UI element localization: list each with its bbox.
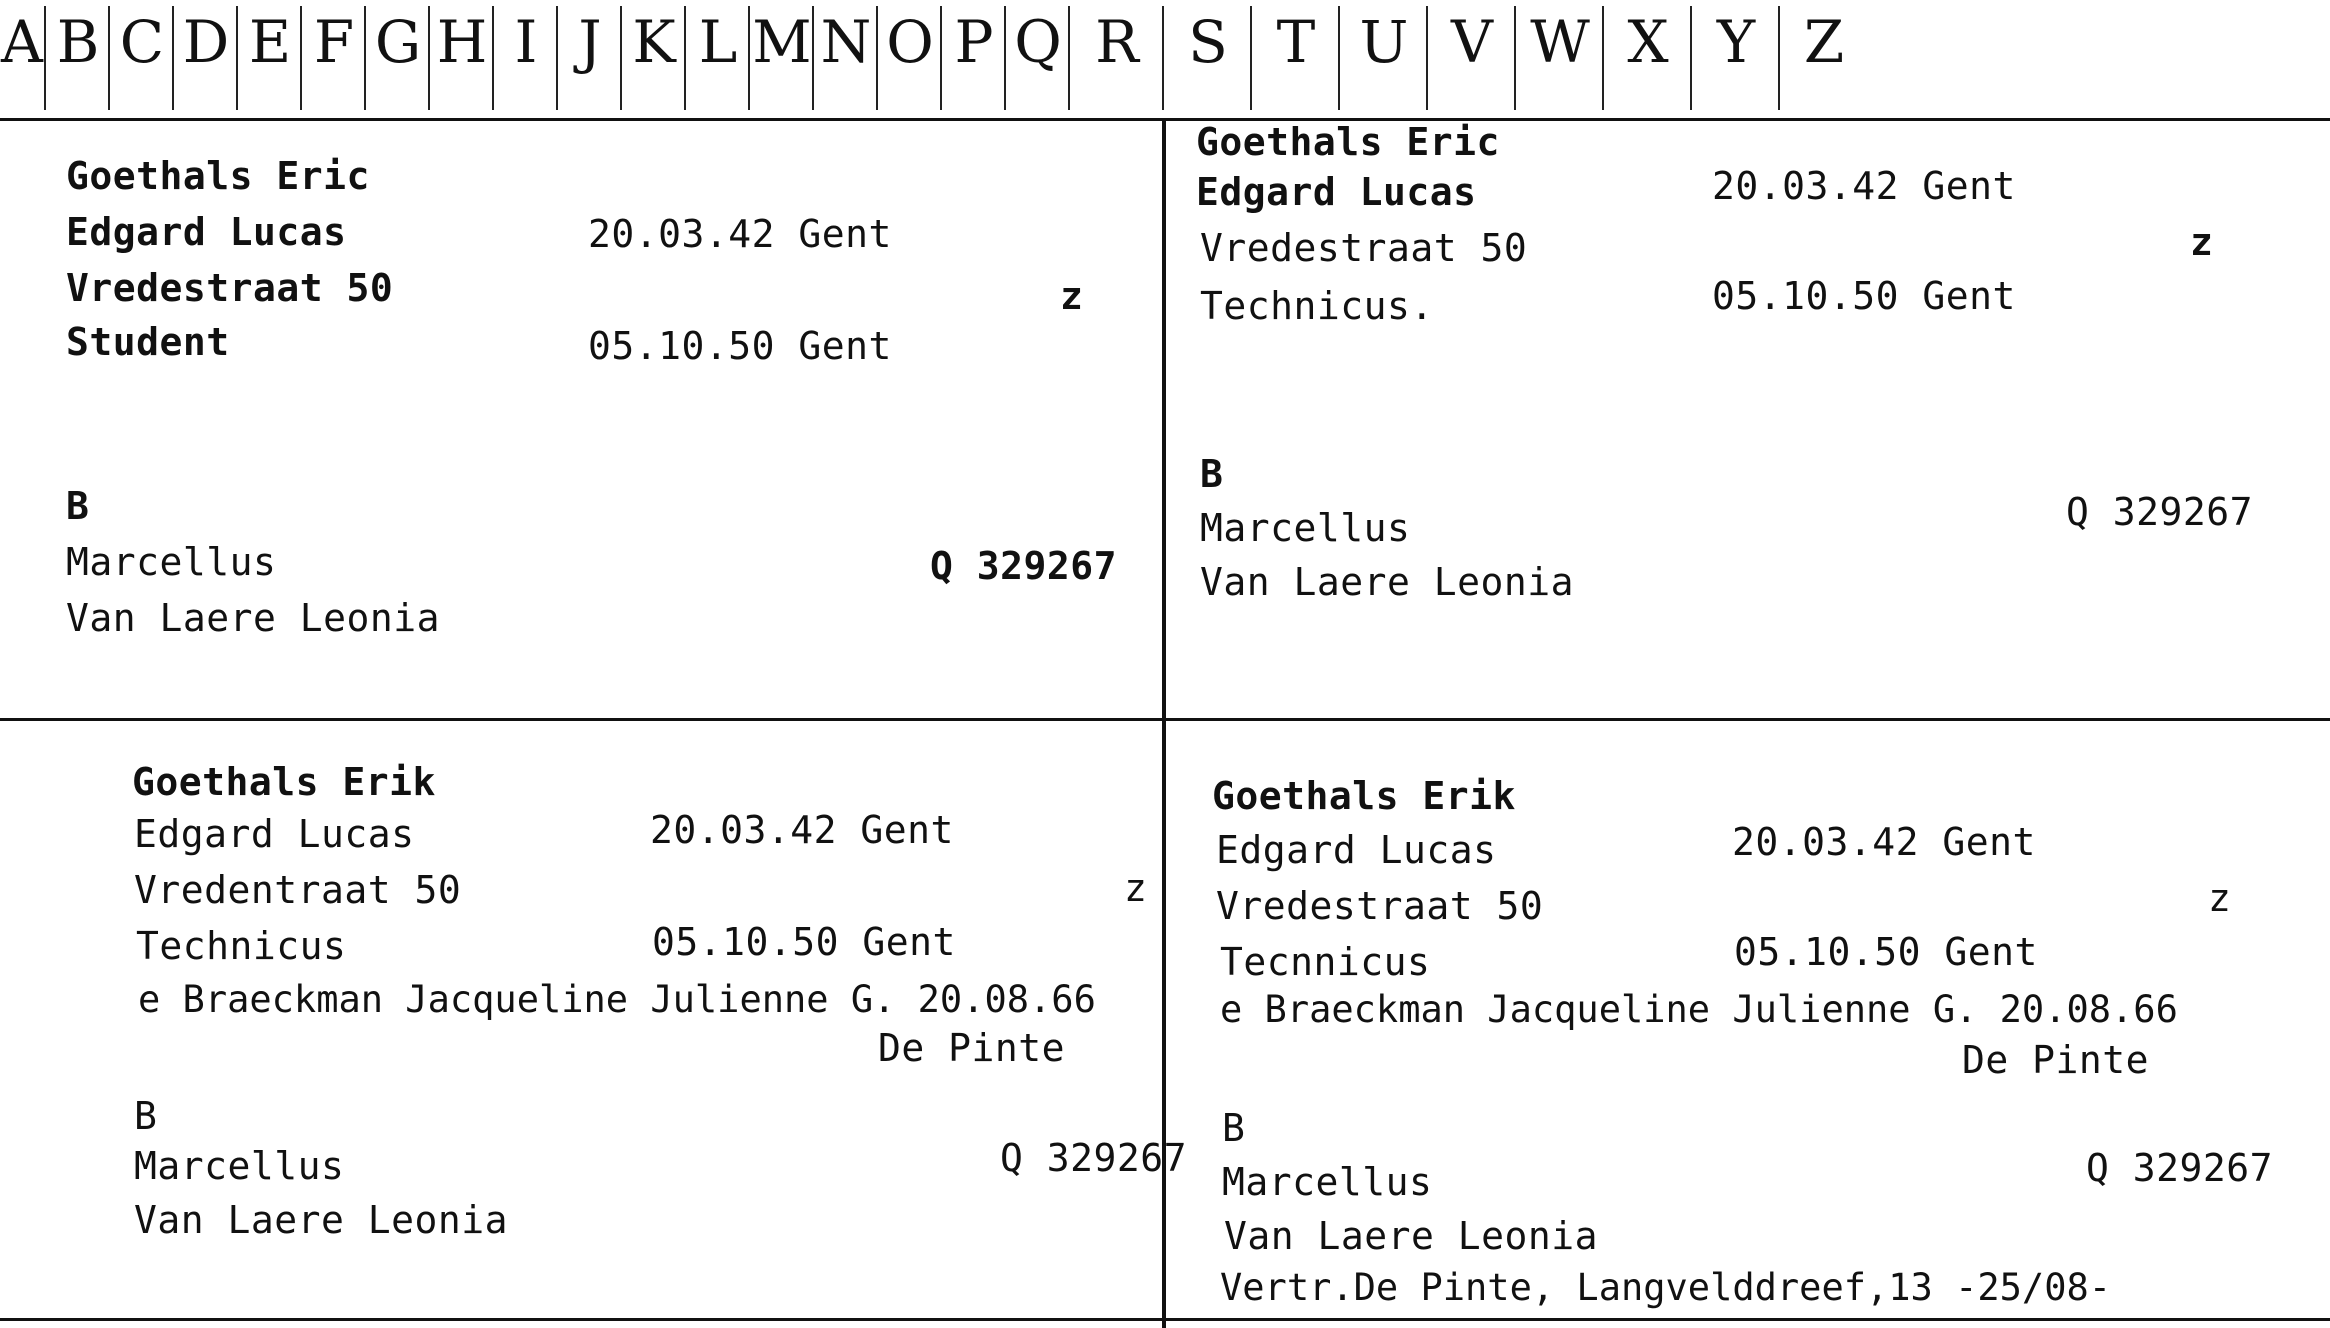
ruler-letter: L (684, 6, 750, 110)
card-mother: Van Laere Leonia (66, 596, 441, 640)
card-spouse: e Braeckman Jacqueline Julienne G. 20.08.66 (1220, 988, 2178, 1031)
card-number: Q 329267 (930, 544, 1118, 588)
ruler-letter: Z (1778, 6, 1868, 110)
ruler-letter: G (364, 6, 430, 110)
ruler-letter: E (236, 6, 302, 110)
card-occupation: Student (66, 320, 230, 364)
card-number: Q 329267 (1000, 1136, 1188, 1180)
ruler-letter: F (300, 6, 366, 110)
card-birth: 20.03.42 Gent (650, 808, 954, 852)
card-occupation: Technicus (136, 924, 347, 968)
card-address: Vredestraat 50 (1200, 226, 1528, 270)
card-code: z (2190, 220, 2214, 264)
card-date2: 05.10.50 Gent (1712, 274, 2016, 318)
card-occupation: Tecnnicus (1220, 940, 1431, 984)
card-birth: 20.03.42 Gent (1712, 164, 2016, 208)
ruler-letter: D (172, 6, 238, 110)
card-birth: 20.03.42 Gent (1732, 820, 2036, 864)
card-spouse-place: De Pinte (878, 1026, 1066, 1070)
card-father: Marcellus (1200, 506, 1411, 550)
card-letter: B (66, 484, 90, 528)
card-name: Goethals Eric (66, 154, 370, 198)
card-mother: Van Laere Leonia (1200, 560, 1575, 604)
card-father: Marcellus (66, 540, 277, 584)
card-father: Marcellus (1222, 1160, 1433, 1204)
card-letter: B (134, 1094, 158, 1138)
card-code: z (1124, 866, 1148, 910)
card-given-names: Edgard Lucas (1216, 828, 1497, 872)
card-occupation: Technicus. (1200, 284, 1434, 328)
ruler-letter: M (748, 6, 814, 110)
ruler-letter: X (1602, 6, 1692, 110)
card-given-names: Edgard Lucas (66, 210, 347, 254)
card-number: Q 329267 (2086, 1146, 2274, 1190)
ruler-letter: H (428, 6, 494, 110)
card-letter: B (1222, 1106, 1246, 1150)
alphabet-ruler (0, 0, 2330, 121)
ruler-letter: U (1338, 6, 1428, 110)
card-name: Goethals Erik (1212, 774, 1516, 818)
ruler-letter: V (1426, 6, 1516, 110)
card-address: Vredentraat 50 (134, 868, 462, 912)
ruler-letter: Q (1004, 6, 1070, 110)
card-spouse-place: De Pinte (1962, 1038, 2150, 1082)
card-code: z (1060, 274, 1084, 318)
ruler-letter: T (1250, 6, 1340, 110)
card-address: Vredestraat 50 (1216, 884, 1544, 928)
ruler-letter: Y (1690, 6, 1780, 110)
ruler-letter: K (620, 6, 686, 110)
card-letter: B (1200, 452, 1224, 496)
card-given-names: Edgard Lucas (134, 812, 415, 856)
card-divider-bottom (0, 1318, 2330, 1321)
card-divider-horizontal (0, 718, 2330, 721)
card-date2: 05.10.50 Gent (1734, 930, 2038, 974)
ruler-letter: S (1162, 6, 1252, 110)
card-code: z (2208, 876, 2232, 920)
card-date2: 05.10.50 Gent (588, 324, 892, 368)
card-birth: 20.03.42 Gent (588, 212, 892, 256)
ruler-letter: W (1514, 6, 1604, 110)
ruler-letter: J (556, 6, 622, 110)
card-given-names: Edgard Lucas (1196, 170, 1477, 214)
card-move-note: Vertr.De Pinte, Langvelddreef,13 -25/08- (1220, 1266, 2112, 1309)
card-number: Q 329267 (2066, 490, 2254, 534)
ruler-letter: O (876, 6, 942, 110)
card-spouse: e Braeckman Jacqueline Julienne G. 20.08.66 (138, 978, 1096, 1021)
ruler-letter: I (492, 6, 558, 110)
card-name: Goethals Eric (1196, 120, 1500, 164)
card-mother: Van Laere Leonia (134, 1198, 509, 1242)
card-date2: 05.10.50 Gent (652, 920, 956, 964)
ruler-letter: P (940, 6, 1006, 110)
card-name: Goethals Erik (132, 760, 436, 804)
ruler-letter: R (1068, 6, 1164, 110)
ruler-letter: N (812, 6, 878, 110)
ruler-letter: B (44, 6, 110, 110)
card-address: Vredestraat 50 (66, 266, 394, 310)
ruler-letter: C (108, 6, 174, 110)
card-father: Marcellus (134, 1144, 345, 1188)
ruler-letter: A (1, 8, 43, 76)
card-mother: Van Laere Leonia (1224, 1214, 1599, 1258)
